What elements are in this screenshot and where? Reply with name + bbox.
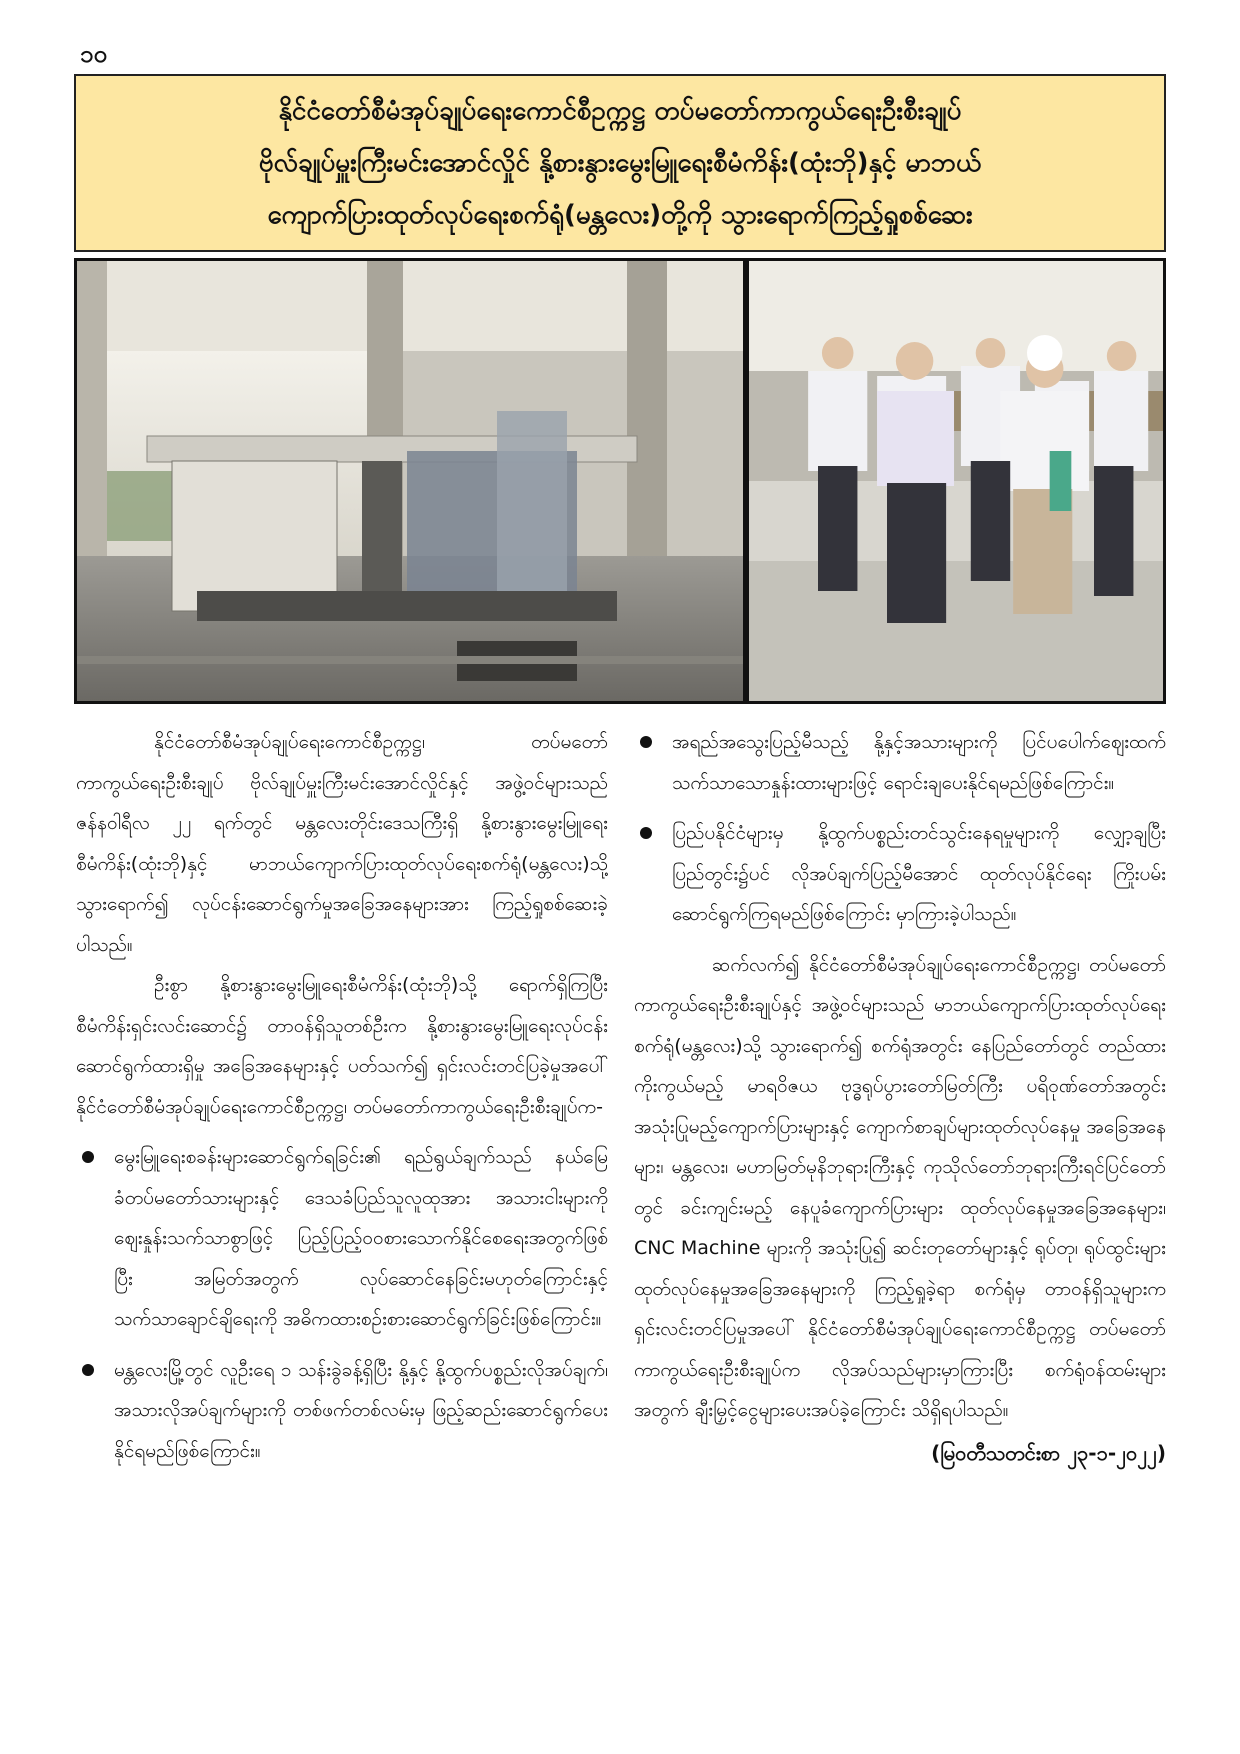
list-item: မန္တလေးမြို့တွင် လူဦးရေ ၁ သန်းခွဲခန့်ရှိပြီး နို့နှင့် နို့ထွက်ပစ္စည်းလိုအပ်ချက်၊ အသားလိုအပ်ချက်များကို တစ်ဖက်တစ်လမ်းမှ ဖြည့်ဆည်းဆောင်ရွက်ပေးနိုင်ရမည်ဖြစ်ကြောင်း။: [76, 1350, 608, 1472]
factory-machinery-photo: [77, 261, 743, 701]
photo-strip: [74, 258, 1166, 704]
list-item: အရည်အသွေးပြည့်မီသည့် နို့နှင့်အသားများကို ပြင်ပပေါက်ဈေးထက် သက်သာသောနှုန်းထားများဖြင့် ရောင်းချပေးနိုင်ရမည်ဖြစ်ကြောင်း။: [634, 722, 1166, 803]
source-credit: (မြဝတီသတင်းစာ ၂၃-၁-၂၀၂၂): [931, 1440, 1166, 1465]
left-column: [76, 722, 608, 1732]
paragraph: ဆက်လက်၍ နိုင်ငံတော်စီမံအုပ်ချုပ်ရေးကောင်စီဥက္ကဋ္ဌ၊ တပ်မတော်ကာကွယ်ရေးဦးစီးချုပ်နှင့် အဖွဲ့ဝင်များသည် မာဘယ်ကျောက်ပြားထုတ်လုပ်ရေးစက်ရုံ(မန္တလေး)သို့ သွားရောက်၍ စက်ရုံအတွင်း နေပြည်တော်တွင် တည်ထားကိုးကွယ်မည့် မာရဝိဇယ ဗုဒ္ဓရုပ်ပွားတော်မြတ်ကြီး ပရိဝုဏ်တော်အတွင်း အသုံးပြုမည့်ကျောက်ပြားများနှင့် ကျောက်စာချပ်များထုတ်လုပ်နေမှု အခြေအနေများ၊ မန္တလေး၊ မဟာမြတ်မုနိဘုရားကြီးနှင့် ကုသိုလ်တော်ဘုရားကြီးရင်ပြင်တော်တွင် ခင်းကျင်းမည့် နေပူခံကျောက်ပြားများ ထုတ်လုပ်နေမှုအခြေအနေများ၊ CNC Machine များကို အသုံးပြု၍ ဆင်းတုတော်များနှင့် ရုပ်တု၊ ရုပ်ထွင်းများထုတ်လုပ်နေမှုအခြေအနေများကို ကြည့်ရှုခဲ့ရာ စက်ရုံမှ တာဝန်ရှိသူများက ရှင်းလင်းတင်ပြမှုအပေါ် နိုင်ငံတော်စီမံအုပ်ချုပ်ရေးကောင်စီဥက္ကဋ္ဌ တပ်မတော်ကာကွယ်ရေးဦးစီးချုပ်က လိုအပ်သည်များမှာကြားပြီး စက်ရုံဝန်ထမ်းများအတွက် ချီးမြှင့်ငွေများပေးအပ်ခဲ့ကြောင်း သိရှိရပါသည်။: [634, 953, 1166, 1421]
inspection-visit-photo: [749, 261, 1163, 701]
headline-line-2: ဗိုလ်ချုပ်မှူးကြီးမင်းအောင်လှိုင် နို့စားနွားမွေးမြူရေးစီမံကိန်း(ထုံးဘို)နှင့် မာဘယ်: [258, 148, 982, 178]
list-item: မွေးမြူရေးစခန်းများဆောင်ရွက်ရခြင်း၏ ရည်ရွယ်ချက်သည် နယ်မြေခံတပ်မတော်သားများနှင့် ဒေသခံပြည်သူလူထုအား အသားငါးများကို ဈေးနှုန်းသက်သာစွာဖြင့် ပြည့်ပြည့်ဝဝစားသောက်နိုင်စေရေးအတွက်ဖြစ်ပြီး အမြတ်အတွက် လုပ်ဆောင်နေခြင်းမဟုတ်ကြောင်းနှင့် သက်သာချောင်ချိရေးကို အဓိကထားစဉ်းစားဆောင်ရွက်ခြင်းဖြစ်ကြောင်း။: [76, 1137, 608, 1340]
list-item: ပြည်ပနိုင်ငံများမှ နို့ထွက်ပစ္စည်းတင်သွင်းနေရမှုများကို လျှော့ချပြီး ပြည်တွင်း၌ပင် လိုအပ်ချက်ပြည့်မီအောင် ထုတ်လုပ်နိုင်ရေး ကြိုးပမ်းဆောင်ရွက်ကြရမည်ဖြစ်ကြောင်း မှာကြားခဲ့ပါသည်။: [634, 813, 1166, 935]
right-column: [634, 722, 1166, 1732]
bullet-list: [76, 1137, 608, 1471]
stone-cutting-machine-illustration: [77, 261, 743, 701]
page-number: ၁၀: [80, 40, 107, 68]
headline-box: [74, 74, 1166, 252]
officials-inspecting-illustration: [749, 261, 1163, 701]
bullet-list: [634, 722, 1166, 935]
paragraph: ဦးစွာ နို့စားနွားမွေးမြူရေးစီမံကိန်း(ထုံးဘို)သို့ ရောက်ရှိကြပြီး စီမံကိန်းရှင်းလင်းဆောင်၌ တာဝန်ရှိသူတစ်ဦးက နို့စားနွားမွေးမြူရေးလုပ်ငန်းဆောင်ရွက်ထားရှိမှု အခြေအနေများနှင့် ပတ်သက်၍ ရှင်းလင်းတင်ပြခဲ့မှုအပေါ် နိုင်ငံတော်စီမံအုပ်ချုပ်ရေးကောင်စီဥက္ကဋ္ဌ၊ တပ်မတော်ကာကွယ်ရေးဦးစီးချုပ်က-: [76, 974, 608, 1118]
headline-line-3: ကျောက်ပြားထုတ်လုပ်ရေးစက်ရုံ(မန္တလေး)တို့ကို သွားရောက်ကြည့်ရှုစစ်ဆေး: [267, 200, 973, 230]
article-body: [76, 722, 1166, 1732]
paragraph: နိုင်ငံတော်စီမံအုပ်ချုပ်ရေးကောင်စီဥက္ကဋ္ဌ၊ တပ်မတော်ကာကွယ်ရေးဦးစီးချုပ် ဗိုလ်ချုပ်မှူးကြီးမင်းအောင်လှိုင်နှင့် အဖွဲ့ဝင်များသည် ဇန်နဝါရီလ ၂၂ ရက်တွင် မန္တလေးတိုင်းဒေသကြီးရှိ နို့စားနွားမွေးမြူရေးစီမံကိန်း(ထုံးဘို)နှင့် မာဘယ်ကျောက်ပြားထုတ်လုပ်ရေးစက်ရုံ(မန္တလေး)သို့ သွားရောက်၍ လုပ်ငန်းဆောင်ရွက်မှုအခြေအနေများအား ကြည့်ရှုစစ်ဆေးခဲ့ပါသည်။: [76, 731, 608, 956]
headline-line-1: နိုင်ငံတော်စီမံအုပ်ချုပ်ရေးကောင်စီဥက္ကဋ္ဌ တပ်မတော်ကာကွယ်ရေးဦးစီးချုပ်: [278, 96, 962, 126]
